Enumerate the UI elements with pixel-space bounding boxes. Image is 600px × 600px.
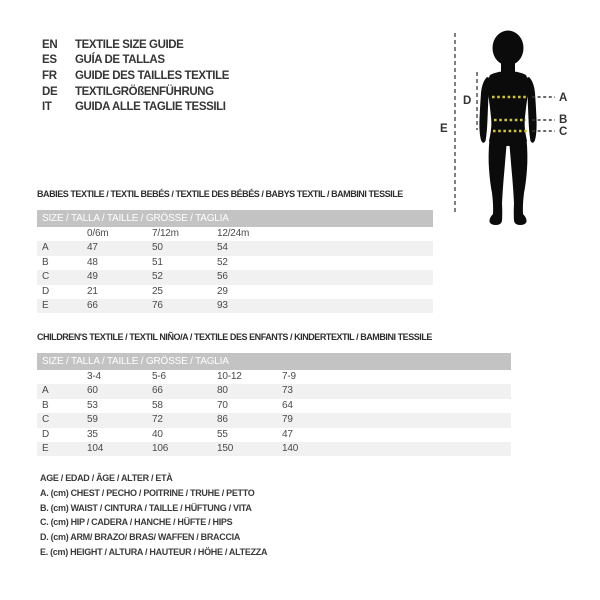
- cell: 86: [217, 414, 228, 426]
- language-row: [42, 37, 229, 53]
- cell: 79: [282, 414, 293, 426]
- language-list: [42, 37, 229, 115]
- cell: 51: [152, 256, 163, 268]
- babies-table-header: SIZE / TALLA / TAILLE / GRÖSSE / TAGLIA: [37, 210, 433, 227]
- language-title: TEXTILE SIZE GUIDE: [75, 38, 184, 51]
- cell: 25: [152, 285, 163, 297]
- cell: 21: [87, 285, 98, 297]
- language-row: [42, 99, 229, 115]
- cell: 106: [152, 442, 169, 454]
- cell: 56: [217, 271, 228, 283]
- language-row: [42, 68, 229, 84]
- cell: 40: [152, 428, 163, 440]
- figure-label-b: B: [559, 114, 568, 126]
- table-row: [37, 241, 433, 255]
- language-code: IT: [42, 101, 52, 114]
- column-header: 7-9: [282, 371, 296, 382]
- legend-item-e: E. (cm) HEIGHT / ALTURA / HAUTEUR / HÖHE / ALTEZZA: [40, 546, 268, 557]
- legend-age-line: AGE / EDAD / ÂGE / ALTER / ETÀ: [40, 473, 173, 483]
- row-label: A: [42, 385, 49, 397]
- cell: 54: [217, 242, 228, 254]
- table-row: [37, 299, 433, 313]
- children-section: [37, 332, 511, 456]
- language-row: [42, 53, 229, 69]
- table-row: [37, 442, 511, 456]
- cell: 47: [87, 242, 98, 254]
- children-column-headers: [37, 370, 511, 384]
- column-header: 10-12: [217, 371, 242, 382]
- cell: 35: [87, 428, 98, 440]
- cell: 66: [152, 385, 163, 397]
- table-row: [37, 285, 433, 299]
- row-label: C: [42, 271, 50, 283]
- cell: 55: [217, 428, 228, 440]
- cell: 76: [152, 299, 163, 311]
- children-section-title: CHILDREN'S TEXTILE / TEXTIL NIÑO/A / TEXTILE DES ENFANTS / KINDERTEXTIL / BAMBINI TESSILE: [37, 332, 432, 342]
- column-header: 5-6: [152, 371, 166, 382]
- cell: 80: [217, 385, 228, 397]
- language-title: GUIDE DES TAILLES TEXTILE: [75, 69, 229, 82]
- cell: 150: [217, 442, 234, 454]
- cell: 50: [152, 242, 163, 254]
- cell: 104: [87, 442, 104, 454]
- table-row: [37, 384, 511, 398]
- row-label: A: [42, 242, 49, 254]
- cell: 93: [217, 299, 228, 311]
- column-header: 12/24m: [217, 228, 250, 239]
- legend-item-c: C. (cm) HIP / CADERA / HANCHE / HÜFTE / HIPS: [40, 517, 233, 528]
- cell: 70: [217, 399, 228, 411]
- table-row: [37, 270, 433, 284]
- language-title: GUÍA DE TALLAS: [75, 54, 165, 67]
- cell: 58: [152, 399, 163, 411]
- cell: 29: [217, 285, 228, 297]
- cell: 47: [282, 428, 293, 440]
- legend-item-d: D. (cm) ARM/ BRAZO/ BRAS/ WAFFEN / BRACCIA: [40, 532, 241, 543]
- figure-label-e: E: [440, 123, 448, 135]
- row-label: B: [42, 256, 49, 268]
- language-code: DE: [42, 85, 58, 98]
- row-label: B: [42, 399, 49, 411]
- cell: 52: [217, 256, 228, 268]
- row-label: D: [42, 428, 50, 440]
- column-header: 7/12m: [152, 228, 179, 239]
- cell: 140: [282, 442, 299, 454]
- children-table-header: SIZE / TALLA / TAILLE / GRÖSSE / TAGLIA: [37, 353, 511, 370]
- language-code: EN: [42, 38, 58, 51]
- column-header: 0/6m: [87, 228, 109, 239]
- babies-section: [37, 189, 433, 313]
- child-measurement-diagram: [435, 15, 600, 250]
- cell: 48: [87, 256, 98, 268]
- cell: 60: [87, 385, 98, 397]
- legend-item-b: B. (cm) WAIST / CINTURA / TAILLE / HÜFTUNG / VITA: [40, 502, 252, 513]
- measurement-legend: [40, 471, 267, 560]
- cell: 73: [282, 385, 293, 397]
- babies-column-headers: [37, 227, 433, 241]
- column-header: 3-4: [87, 371, 101, 382]
- cell: 49: [87, 271, 98, 283]
- language-title: GUIDA ALLE TAGLIE TESSILI: [75, 101, 226, 114]
- row-label: C: [42, 414, 50, 426]
- table-row: [37, 413, 511, 427]
- table-row: [37, 399, 511, 413]
- cell: 72: [152, 414, 163, 426]
- table-row: [37, 428, 511, 442]
- language-code: FR: [42, 69, 57, 82]
- figure-label-d: D: [463, 95, 472, 107]
- legend-item-a: A. (cm) CHEST / PECHO / POITRINE / TRUHE / PETTO: [40, 487, 255, 498]
- row-label: D: [42, 285, 50, 297]
- cell: 66: [87, 299, 98, 311]
- language-code: ES: [42, 54, 57, 67]
- table-row: [37, 256, 433, 270]
- cell: 64: [282, 399, 293, 411]
- children-table: [37, 353, 511, 456]
- language-title: TEXTILGRÖßENFÜHRUNG: [75, 85, 214, 98]
- row-label: E: [42, 299, 49, 311]
- figure-label-a: A: [559, 92, 568, 104]
- cell: 52: [152, 271, 163, 283]
- cell: 59: [87, 414, 98, 426]
- row-label: E: [42, 442, 49, 454]
- cell: 53: [87, 399, 98, 411]
- language-row: [42, 84, 229, 100]
- babies-section-title: BABIES TEXTILE / TEXTIL BEBÉS / TEXTILE DES BÉBÉS / BABYS TEXTIL / BAMBINI TESSILE: [37, 189, 403, 199]
- figure-label-c: C: [559, 126, 568, 138]
- babies-table: [37, 210, 433, 313]
- child-silhouette: [479, 31, 536, 226]
